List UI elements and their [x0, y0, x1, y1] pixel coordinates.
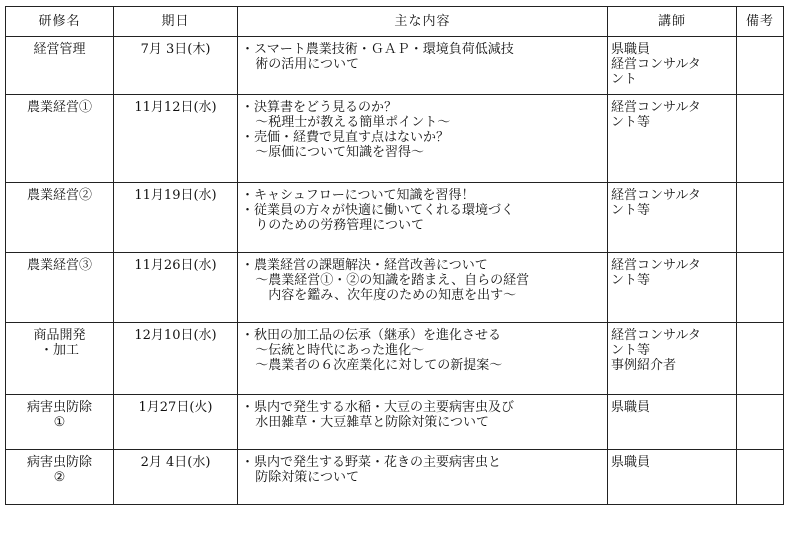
content-cell [238, 395, 608, 450]
content-line: ・決算書をどう見るのか？ [241, 100, 398, 115]
notes-cell [737, 37, 784, 95]
training-name-cell [6, 450, 114, 505]
notes-cell [737, 183, 784, 253]
training-name: 病害虫防除 [26, 455, 92, 470]
instructor-line: 県職員 [611, 400, 651, 415]
header-date: 期日 [114, 7, 238, 37]
training-schedule-table [5, 6, 784, 505]
content-line: 水田雑草・大豆雑草と防除対策について [255, 415, 490, 430]
date-cell: 1月27日(火) [114, 395, 238, 450]
instructor-line: 経営コンサルタ [611, 188, 701, 203]
content-line: ・従業員の方々が快適に働いてくれる環境づく [241, 203, 515, 218]
date-cell: 11月19日(水) [114, 183, 238, 253]
table-row [6, 183, 784, 253]
instructor-line: ント等 [611, 203, 651, 218]
instructor-line: 経営コンサルタ [611, 258, 701, 273]
header-name: 研修名 [6, 7, 114, 37]
table-row [6, 323, 784, 395]
content-cell [238, 450, 608, 505]
header-notes: 備考 [737, 7, 784, 37]
instructor-cell [608, 323, 737, 395]
table-row [6, 37, 784, 95]
training-name-cell [6, 323, 114, 395]
training-name-cell [6, 37, 114, 95]
content-line: ・県内で発生する野菜・花きの主要病害虫と [241, 455, 502, 470]
instructor-line: ント等 [611, 273, 651, 288]
content-cell [238, 183, 608, 253]
content-line: ・農業経営の課題解決・経営改善について [241, 258, 488, 273]
training-name-cell [6, 183, 114, 253]
content-line: 内容を鑑み、次年度のための知恵を出す〜 [268, 288, 517, 303]
training-name: 農業経営② [26, 188, 92, 203]
header-row [6, 7, 784, 37]
instructor-line: 事例紹介者 [611, 358, 677, 373]
table-row [6, 253, 784, 323]
content-line: 〜農業経営①・②の知識を踏まえ、自らの経営 [255, 273, 530, 288]
instructor-line: ント等 [611, 115, 651, 130]
training-name-cell [6, 95, 114, 183]
instructor-cell [608, 183, 737, 253]
training-name: 農業経営① [26, 100, 92, 115]
instructor-cell [608, 395, 737, 450]
notes-cell [737, 450, 784, 505]
table-row [6, 395, 784, 450]
content-line: ・売価・経費で見直す点はないか？ [241, 130, 450, 145]
training-name: ① [53, 415, 66, 430]
instructor-line: 県職員 [611, 455, 651, 470]
content-line: 〜税理士が教える簡単ポイント〜 [255, 115, 451, 130]
training-name-cell [6, 395, 114, 450]
content-line: 〜原価について知識を習得〜 [255, 145, 425, 160]
instructor-cell [608, 95, 737, 183]
instructor-line: 経営コンサルタ [611, 100, 701, 115]
notes-cell [737, 253, 784, 323]
training-name: ② [53, 470, 66, 485]
instructor-line: 県職員 [611, 42, 651, 57]
table-row [6, 450, 784, 505]
training-name: 農業経営③ [26, 258, 92, 273]
content-line: ・秋田の加工品の伝承（継承）を進化させる [241, 328, 502, 343]
instructor-line: ント [611, 72, 638, 87]
content-line: りのための労務管理について [255, 218, 425, 233]
notes-cell [737, 395, 784, 450]
content-cell [238, 323, 608, 395]
content-line: 〜伝統と時代にあった進化〜 [255, 343, 425, 358]
notes-cell [737, 95, 784, 183]
training-name-cell [6, 253, 114, 323]
date-cell: 12月10日(水) [114, 323, 238, 395]
instructor-line: 経営コンサルタ [611, 57, 701, 72]
instructor-cell [608, 37, 737, 95]
content-cell [238, 253, 608, 323]
instructor-line: 経営コンサルタ [611, 328, 701, 343]
header-content: 主な内容 [238, 7, 608, 37]
training-name: 経営管理 [33, 42, 86, 57]
content-cell [238, 95, 608, 183]
date-cell: 11月26日(水) [114, 253, 238, 323]
notes-cell [737, 323, 784, 395]
content-line: ・県内で発生する水稲・大豆の主要病害虫及び [241, 400, 515, 415]
instructor-line: ント等 [611, 343, 651, 358]
content-line: ・スマート農業技術・ＧＡＰ・環境負荷低減技 [241, 42, 514, 57]
instructor-cell [608, 253, 737, 323]
date-cell: 7月 3日(木) [114, 37, 238, 95]
table-row [6, 95, 784, 183]
date-cell: 2月 4日(水) [114, 450, 238, 505]
date-cell: 11月12日(水) [114, 95, 238, 183]
instructor-cell [608, 450, 737, 505]
content-cell [238, 37, 608, 95]
content-line: 術の活用について [255, 57, 360, 72]
content-line: 防除対策について [255, 470, 360, 485]
training-name: 病害虫防除 [26, 400, 92, 415]
header-instructor: 講師 [608, 7, 737, 37]
training-name: ・加工 [39, 343, 79, 358]
content-line: 〜農業者の６次産業化に対しての新提案〜 [255, 358, 503, 373]
content-line: ・キャシュフローについて知識を習得！ [241, 188, 475, 203]
training-name: 商品開発 [33, 328, 86, 343]
